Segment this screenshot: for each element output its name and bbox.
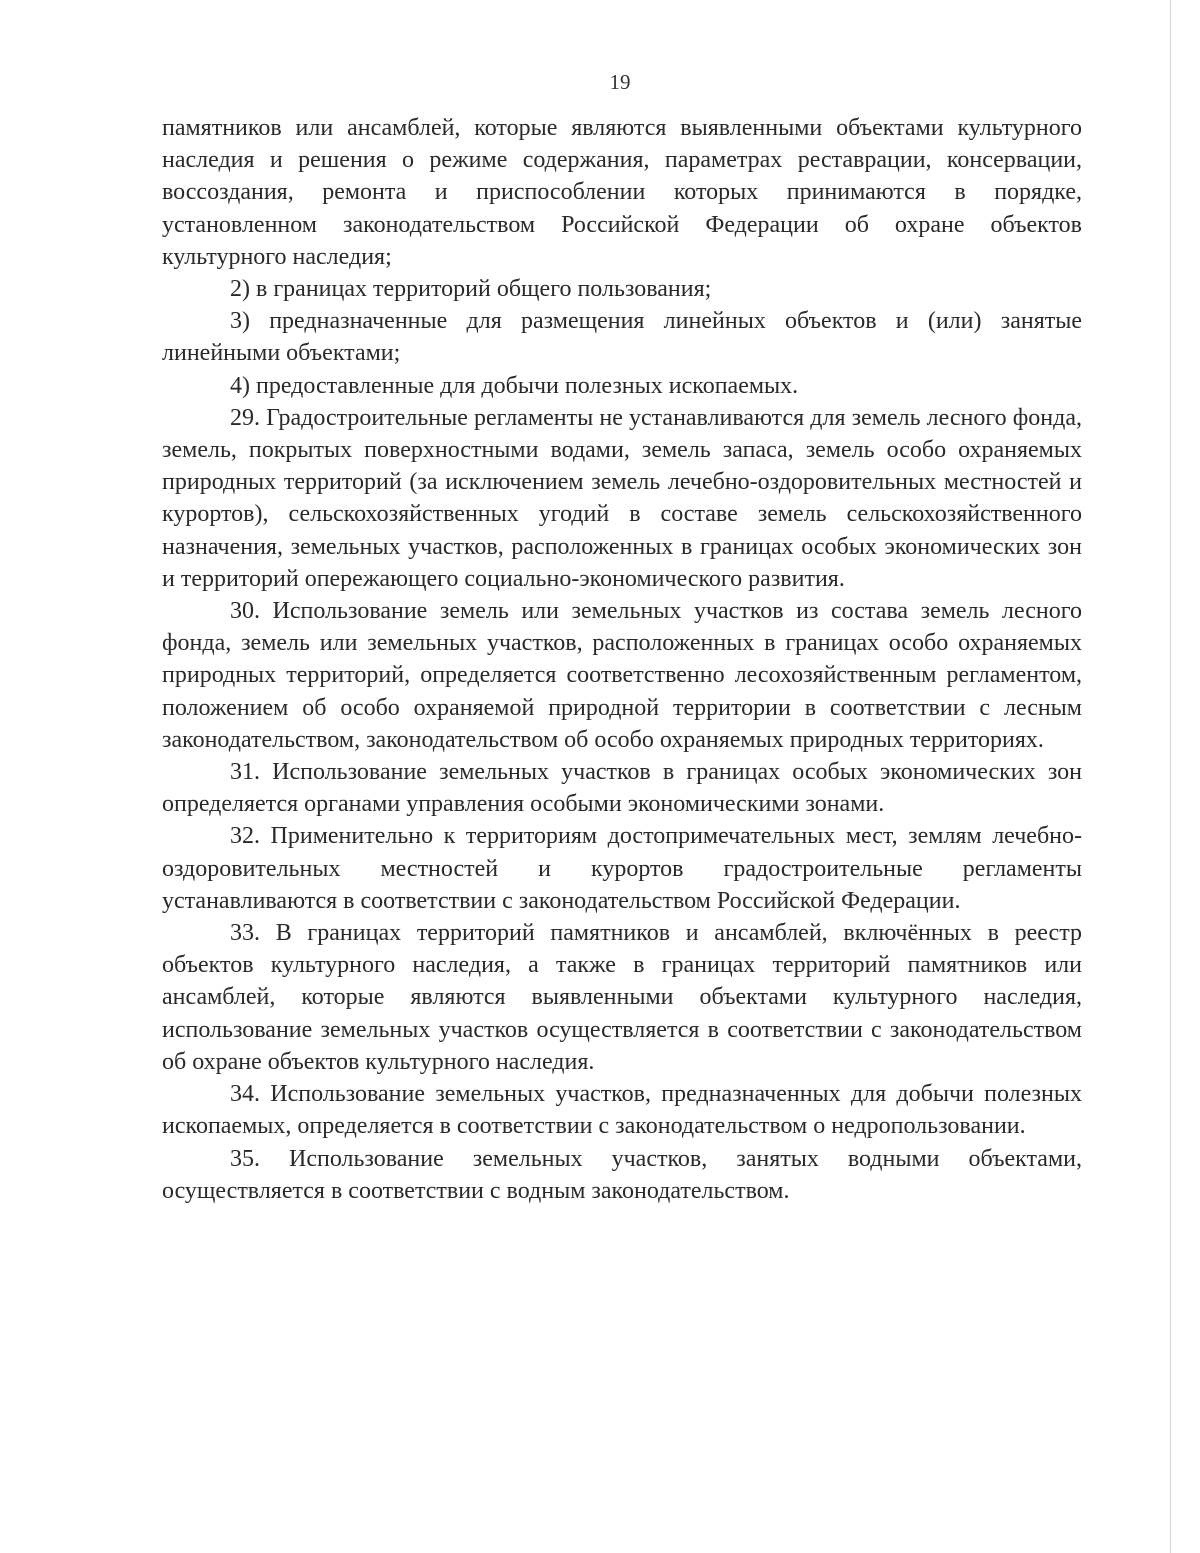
clause-35: 35. Использование земельных участков, занятых водными объектами, осуществляется в соответствии с водным законодательством. bbox=[162, 1145, 1082, 1204]
list-item-4: 4) предоставленные для добычи полезных ископаемых. bbox=[230, 372, 799, 399]
list-item-2: 2) в границах территорий общего пользования; bbox=[230, 276, 712, 303]
paragraph-continuation: памятников или ансамблей, которые являются выявленными объектами культурного наследия и решения о режиме содержания, параметрах реставрации, консервации, воссоздания, ремонта и приспособлении которых принимаются в порядке, установленном законодательством Российской Федерации об охране объектов культурного наследия; bbox=[162, 115, 1082, 270]
clause-29: 29. Градостроительные регламенты не устанавливаются для земель лесного фонда, земель, покрытых поверхностными водами, земель запаса, земель особо охраняемых природных территорий (за исключением земель лечебно-оздоровительных местностей и курортов), сельскохозяйственных угодий в составе земель сельскохозяйственного назначения, земельных участков, расположенных в границах особых экономических зон и территорий опережающего социально-экономического развития. bbox=[162, 404, 1082, 592]
list-item-3: 3) предназначенные для размещения линейных объектов и (или) занятые линейными объектами; bbox=[162, 308, 1082, 367]
document-body bbox=[162, 112, 1082, 1207]
page-edge-line bbox=[1170, 0, 1171, 1553]
clause-33: 33. В границах территорий памятников и ансамблей, включённых в реестр объектов культурного наследия, а также в границах территорий памятников или ансамблей, которые являются выявленными объектами культурного наследия, использование земельных участков осуществляется в соответствии с законодательством об охране объектов культурного наследия. bbox=[162, 920, 1082, 1075]
clause-34: 34. Использование земельных участков, предназначенных для добычи полезных ископаемых, определяется в соответствии с законодательством о недропользовании. bbox=[162, 1081, 1082, 1140]
page-number: 19 bbox=[609, 70, 631, 94]
clause-31: 31. Использование земельных участков в границах особых экономических зон определяется органами управления особыми экономическими зонами. bbox=[162, 759, 1082, 818]
clause-32: 32. Применительно к территориям достопримечательных мест, землям лечебно-оздоровительных местностей и курортов градостроительные регламенты устанавливаются в соответствии с законодательством Российской Федерации. bbox=[162, 823, 1082, 914]
clause-30: 30. Использование земель или земельных участков из состава земель лесного фонда, земель или земельных участков, расположенных в границах особо охраняемых природных территорий, определяется соответственно лесохозяйственным регламентом, положением об особо охраняемой природной территории в соответствии с лесным законодательством, законодательством об особо охраняемых природных территориях. bbox=[162, 598, 1082, 753]
